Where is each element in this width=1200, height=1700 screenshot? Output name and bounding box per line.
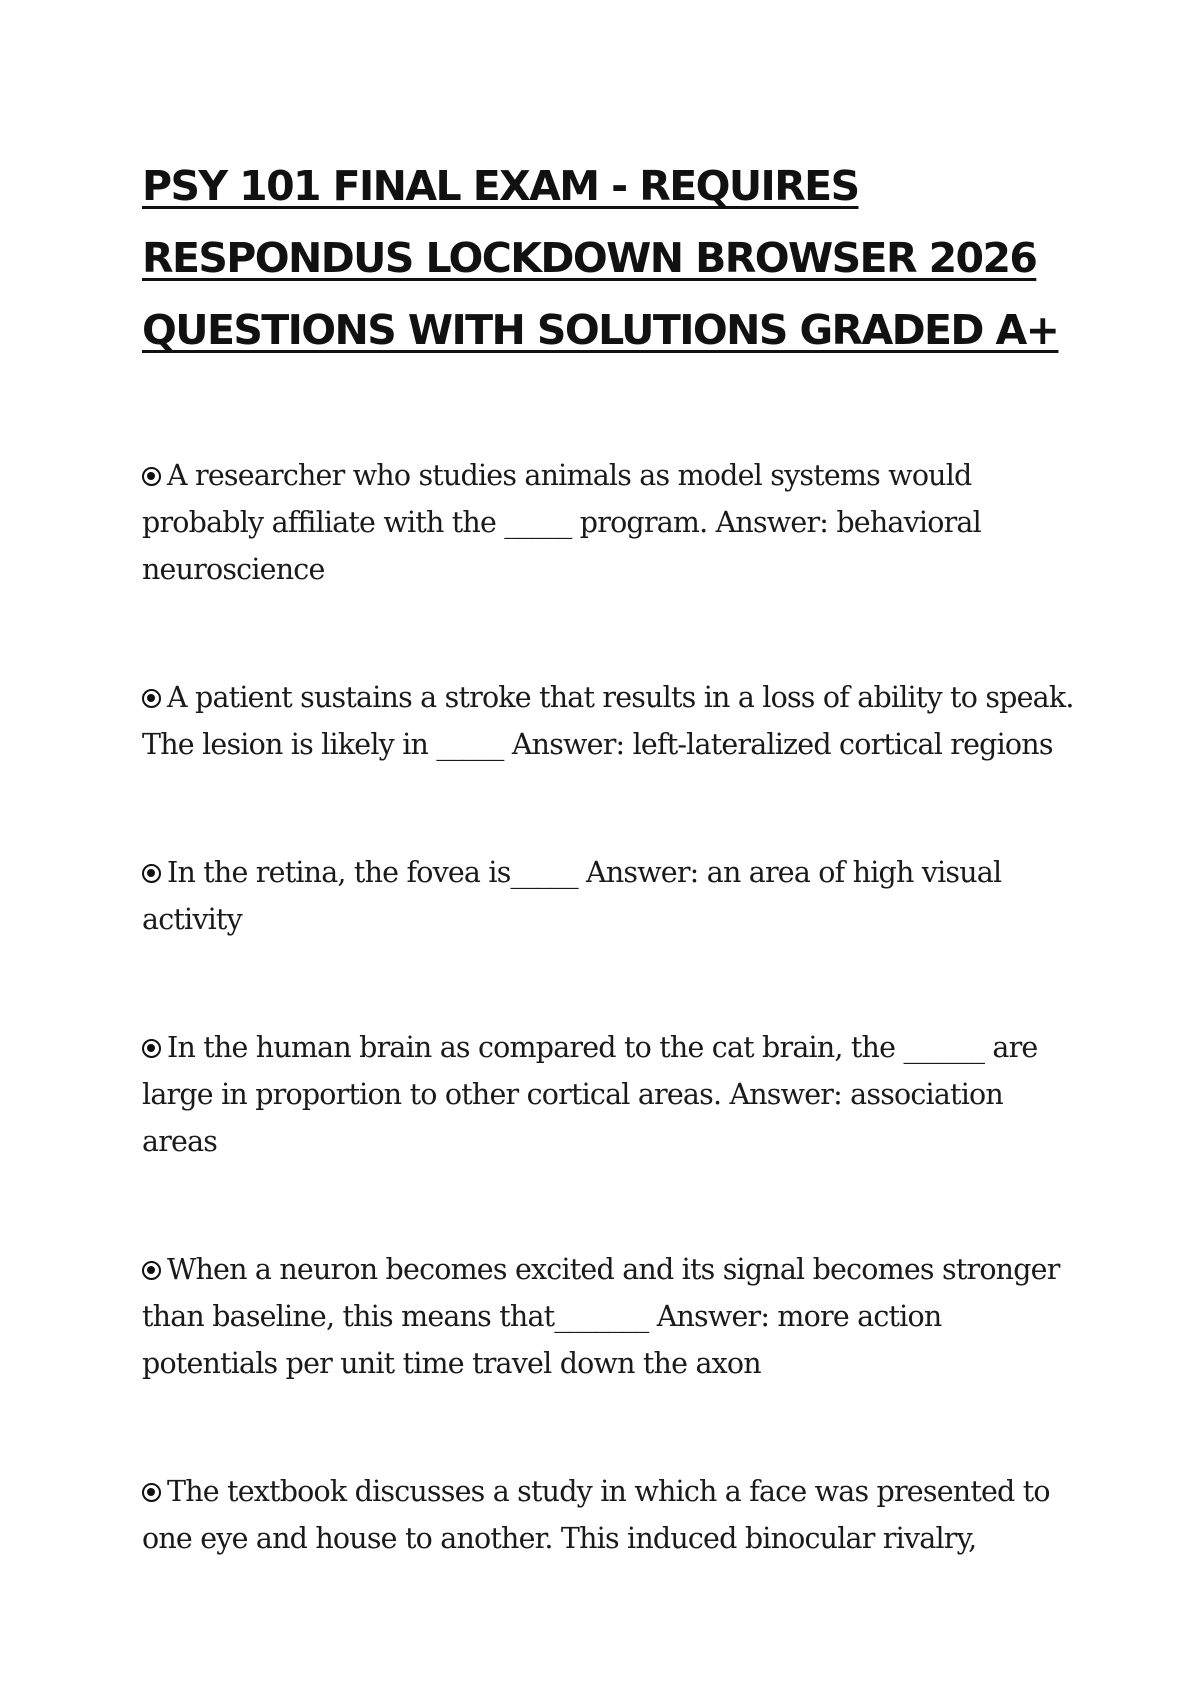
question-text: In the retina, the fovea is_____ Answer: an area of high visual activity xyxy=(142,856,1002,936)
question-item xyxy=(142,1468,1082,1562)
question-text: A researcher who studies animals as model systems would probably affiliate with the _____ program. Answer: behavioral neuroscience xyxy=(142,459,981,586)
radio-bullet-icon xyxy=(142,1261,161,1280)
radio-bullet-icon xyxy=(142,864,161,883)
question-item xyxy=(142,674,1082,768)
radio-bullet-icon xyxy=(142,1039,161,1058)
radio-bullet-icon xyxy=(142,689,161,708)
question-item xyxy=(142,452,1082,593)
question-text: In the human brain as compared to the cat brain, the ______ are large in proportion to other cortical areas. Answer: association areas xyxy=(142,1031,1038,1158)
document-title xyxy=(142,150,1072,366)
question-item xyxy=(142,1024,1082,1165)
question-text: When a neuron becomes excited and its signal becomes stronger than baseline, this means that_______ Answer: more action potentials per unit time travel down the axon xyxy=(142,1253,1060,1380)
question-item xyxy=(142,1246,1082,1387)
question-item xyxy=(142,849,1082,943)
radio-bullet-icon xyxy=(142,467,161,486)
question-text: A patient sustains a stroke that results in a loss of ability to speak. The lesion is likely in _____ Answer: left-lateralized cortical regions xyxy=(142,681,1074,761)
radio-bullet-icon xyxy=(142,1483,161,1502)
question-list xyxy=(142,452,1082,1562)
document-title-text: PSY 101 FINAL EXAM - REQUIRES RESPONDUS LOCKDOWN BROWSER 2026 QUESTIONS WITH SOLUTIONS GRADED A+ xyxy=(142,162,1059,354)
question-text: The textbook discusses a study in which a face was presented to one eye and house to another. This induced binocular rivalry, xyxy=(142,1475,1050,1555)
